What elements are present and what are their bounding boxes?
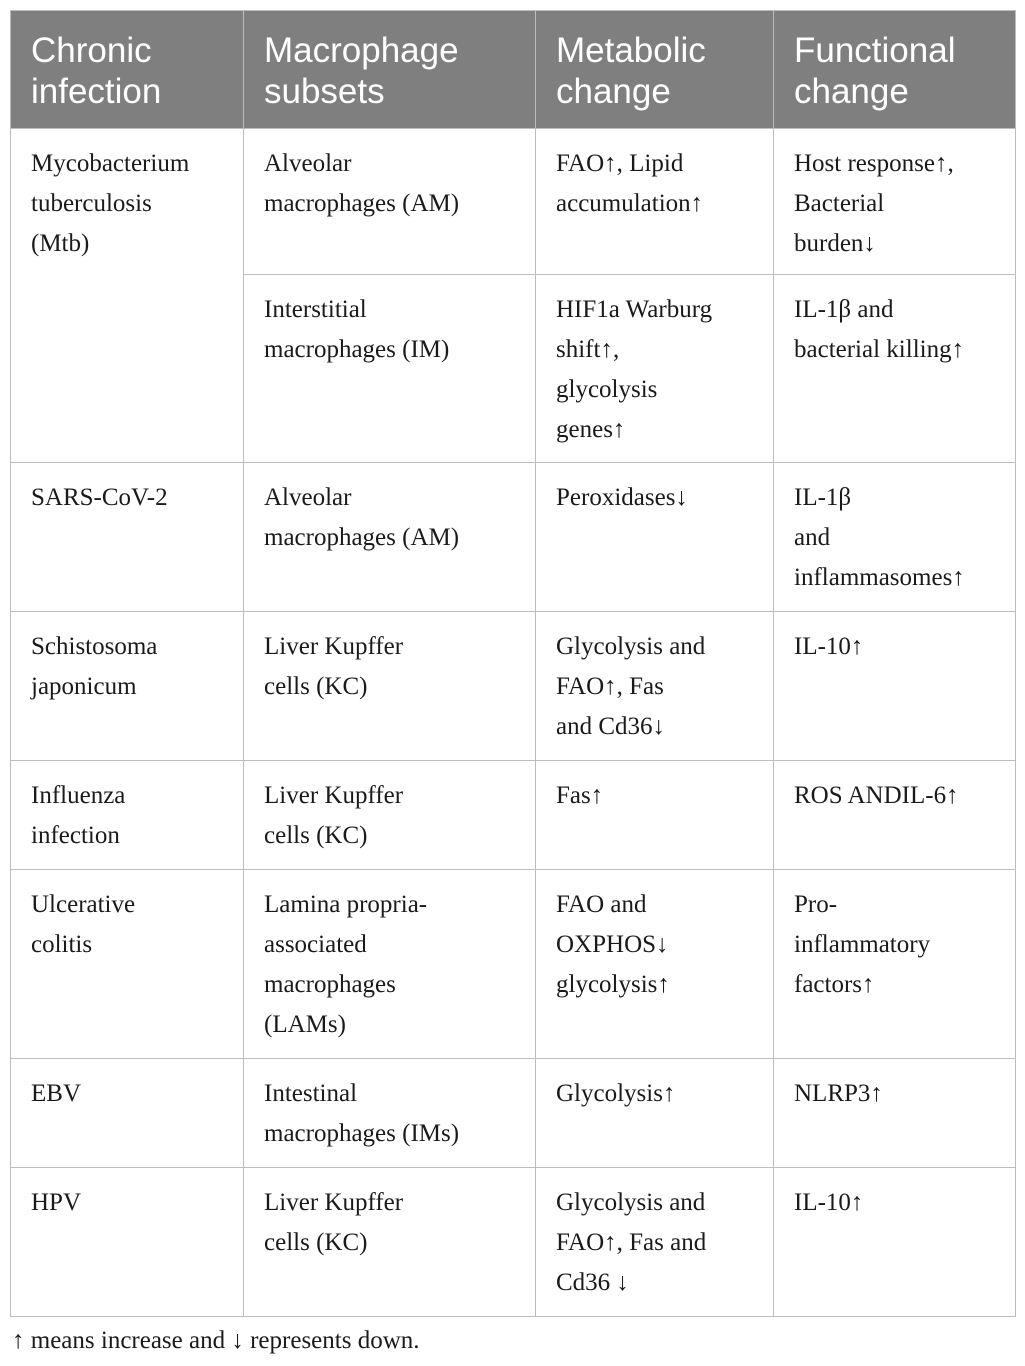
cell-metabolic: FAO and OXPHOS↓ glycolysis↑ — [536, 870, 774, 1059]
cell-subset: Liver Kupffer cells (KC) — [244, 1168, 536, 1317]
cell-metabolic: Fas↑ — [536, 761, 774, 870]
cell-functional: Host response↑, Bacterial burden↓ — [774, 129, 1016, 275]
cell-metabolic: HIF1a Warburg shift↑, glycolysis genes↑ — [536, 275, 774, 463]
table-row — [11, 761, 1016, 870]
header-chronic-infection: Chronic infection — [11, 11, 244, 129]
cell-infection: HPV — [11, 1168, 244, 1317]
header-macrophage-subsets: Macrophage subsets — [244, 11, 536, 129]
cell-functional: ROS ANDIL-6↑ — [774, 761, 1016, 870]
cell-subset: Alveolar macrophages (AM) — [244, 463, 536, 612]
cell-metabolic: Glycolysis↑ — [536, 1059, 774, 1168]
table-row — [11, 1059, 1016, 1168]
table-container — [10, 10, 1015, 1317]
cell-subset: Intestinal macrophages (IMs) — [244, 1059, 536, 1168]
table-row — [11, 870, 1016, 1059]
cell-subset: Liver Kupffer cells (KC) — [244, 612, 536, 761]
cell-subset: Liver Kupffer cells (KC) — [244, 761, 536, 870]
cell-subset: Alveolar macrophages (AM) — [244, 129, 536, 275]
cell-infection: Schistosoma japonicum — [11, 612, 244, 761]
table-header-row — [11, 11, 1016, 129]
cell-subset: Interstitial macrophages (IM) — [244, 275, 536, 463]
cell-metabolic: FAO↑, Lipid accumulation↑ — [536, 129, 774, 275]
cell-metabolic: Glycolysis and FAO↑, Fas and Cd36↓ — [536, 612, 774, 761]
cell-metabolic: Glycolysis and FAO↑, Fas and Cd36 ↓ — [536, 1168, 774, 1317]
cell-metabolic: Peroxidases↓ — [536, 463, 774, 612]
cell-infection: Mycobacterium tuberculosis (Mtb) — [11, 129, 244, 463]
cell-functional: Pro- inflammatory factors↑ — [774, 870, 1016, 1059]
cell-functional: IL-1β and inflammasomes↑ — [774, 463, 1016, 612]
cell-infection: Ulcerative colitis — [11, 870, 244, 1059]
table-row — [11, 129, 1016, 275]
cell-functional: IL-1β and bacterial killing↑ — [774, 275, 1016, 463]
cell-functional: NLRP3↑ — [774, 1059, 1016, 1168]
table-row — [11, 612, 1016, 761]
cell-infection: Influenza infection — [11, 761, 244, 870]
cell-functional: IL-10↑ — [774, 612, 1016, 761]
table-footnote: ↑ means increase and ↓ represents down. — [12, 1327, 420, 1354]
cell-functional: IL-10↑ — [774, 1168, 1016, 1317]
cell-infection: EBV — [11, 1059, 244, 1168]
cell-subset: Lamina propria- associated macrophages (LAMs) — [244, 870, 536, 1059]
table-row — [11, 1168, 1016, 1317]
header-metabolic-change: Metabolic change — [536, 11, 774, 129]
cell-infection: SARS-CoV-2 — [11, 463, 244, 612]
macrophage-metabolism-table — [10, 10, 1016, 1317]
table-row — [11, 463, 1016, 612]
header-functional-change: Functional change — [774, 11, 1016, 129]
